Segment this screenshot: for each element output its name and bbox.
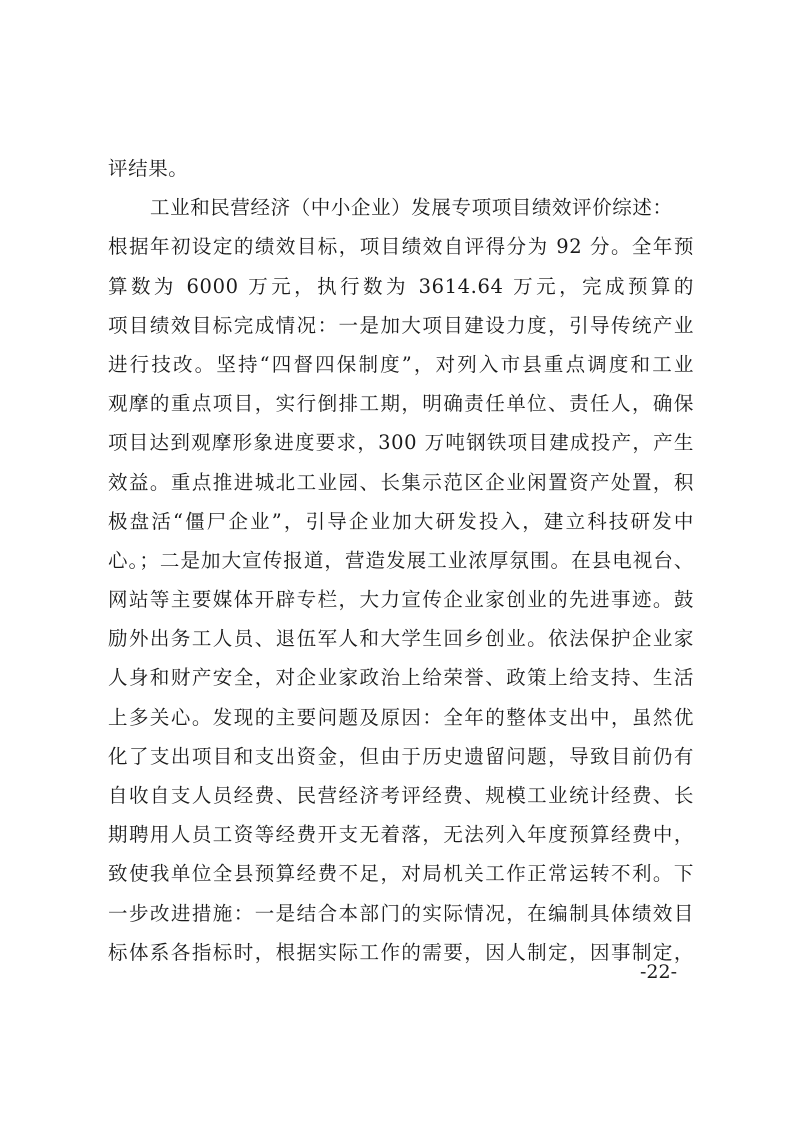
text-line: 心。；二是加大宣传报道，营造发展工业浓厚氛围。在县电视台、 [108, 548, 694, 572]
text-line: 一步改进措施：一是结合本部门的实际情况，在编制具体绩效目 [108, 901, 694, 925]
text-line: 标体系各指标时，根据实际工作的需要，因人制定，因事制定， [108, 940, 694, 964]
text-line: 致使我单位全县预算经费不足，对局机关工作正常运转不利。下 [108, 862, 694, 886]
text-line: 网站等主要媒体开辟专栏，大力宣传企业家创业的先进事迹。鼓 [108, 588, 694, 612]
text-line: 自收自支人员经费、民营经济考评经费、规模工业统计经费、长 [108, 784, 694, 807]
section-heading-line: 工业和民营经济（中小企业）发展专项项目绩效评价综述： [150, 196, 673, 220]
text-line: 项目绩效目标完成情况：一是加大项目建设力度，引导传统产业 [108, 313, 694, 337]
text-line: 根据年初设定的绩效目标，项目绩效自评得分为 92 分。全年预 [108, 235, 694, 259]
text-line: 项目达到观摩形象进度要求，300 万吨钢铁项目建成投产，产生 [108, 431, 694, 455]
text-line: 人身和财产安全，对企业家政治上给荣誉、政策上给支持、生活 [108, 666, 694, 690]
text-line: 进行技改。坚持“四督四保制度”，对列入市县重点调度和工业 [108, 352, 694, 376]
text-line: 观摩的重点项目，实行倒排工期，明确责任单位、责任人，确保 [108, 392, 694, 416]
text-line: 期聘用人员工资等经费开支无着落，无法列入年度预算经费中， [108, 823, 694, 847]
text-line: 励外出务工人员、退伍军人和大学生回乡创业。依法保护企业家 [108, 627, 694, 651]
text-line: 效益。重点推进城北工业园、长集示范区企业闲置资产处置，积 [108, 470, 694, 494]
text-line: 评结果。 [108, 157, 189, 180]
text-line: 算数为 6000 万元，执行数为 3614.64 万元，完成预算的 [108, 274, 694, 298]
text-line: 上多关心。发现的主要问题及原因：全年的整体支出中，虽然优 [108, 705, 694, 729]
page-number: -22- [640, 961, 678, 983]
text-line: 化了支出项目和支出资金，但由于历史遗留问题，导致目前仍有 [108, 744, 694, 768]
body-text [108, 149, 694, 972]
text-line: 极盘活“僵尸企业”，引导企业加大研发投入，建立科技研发中 [108, 509, 694, 533]
